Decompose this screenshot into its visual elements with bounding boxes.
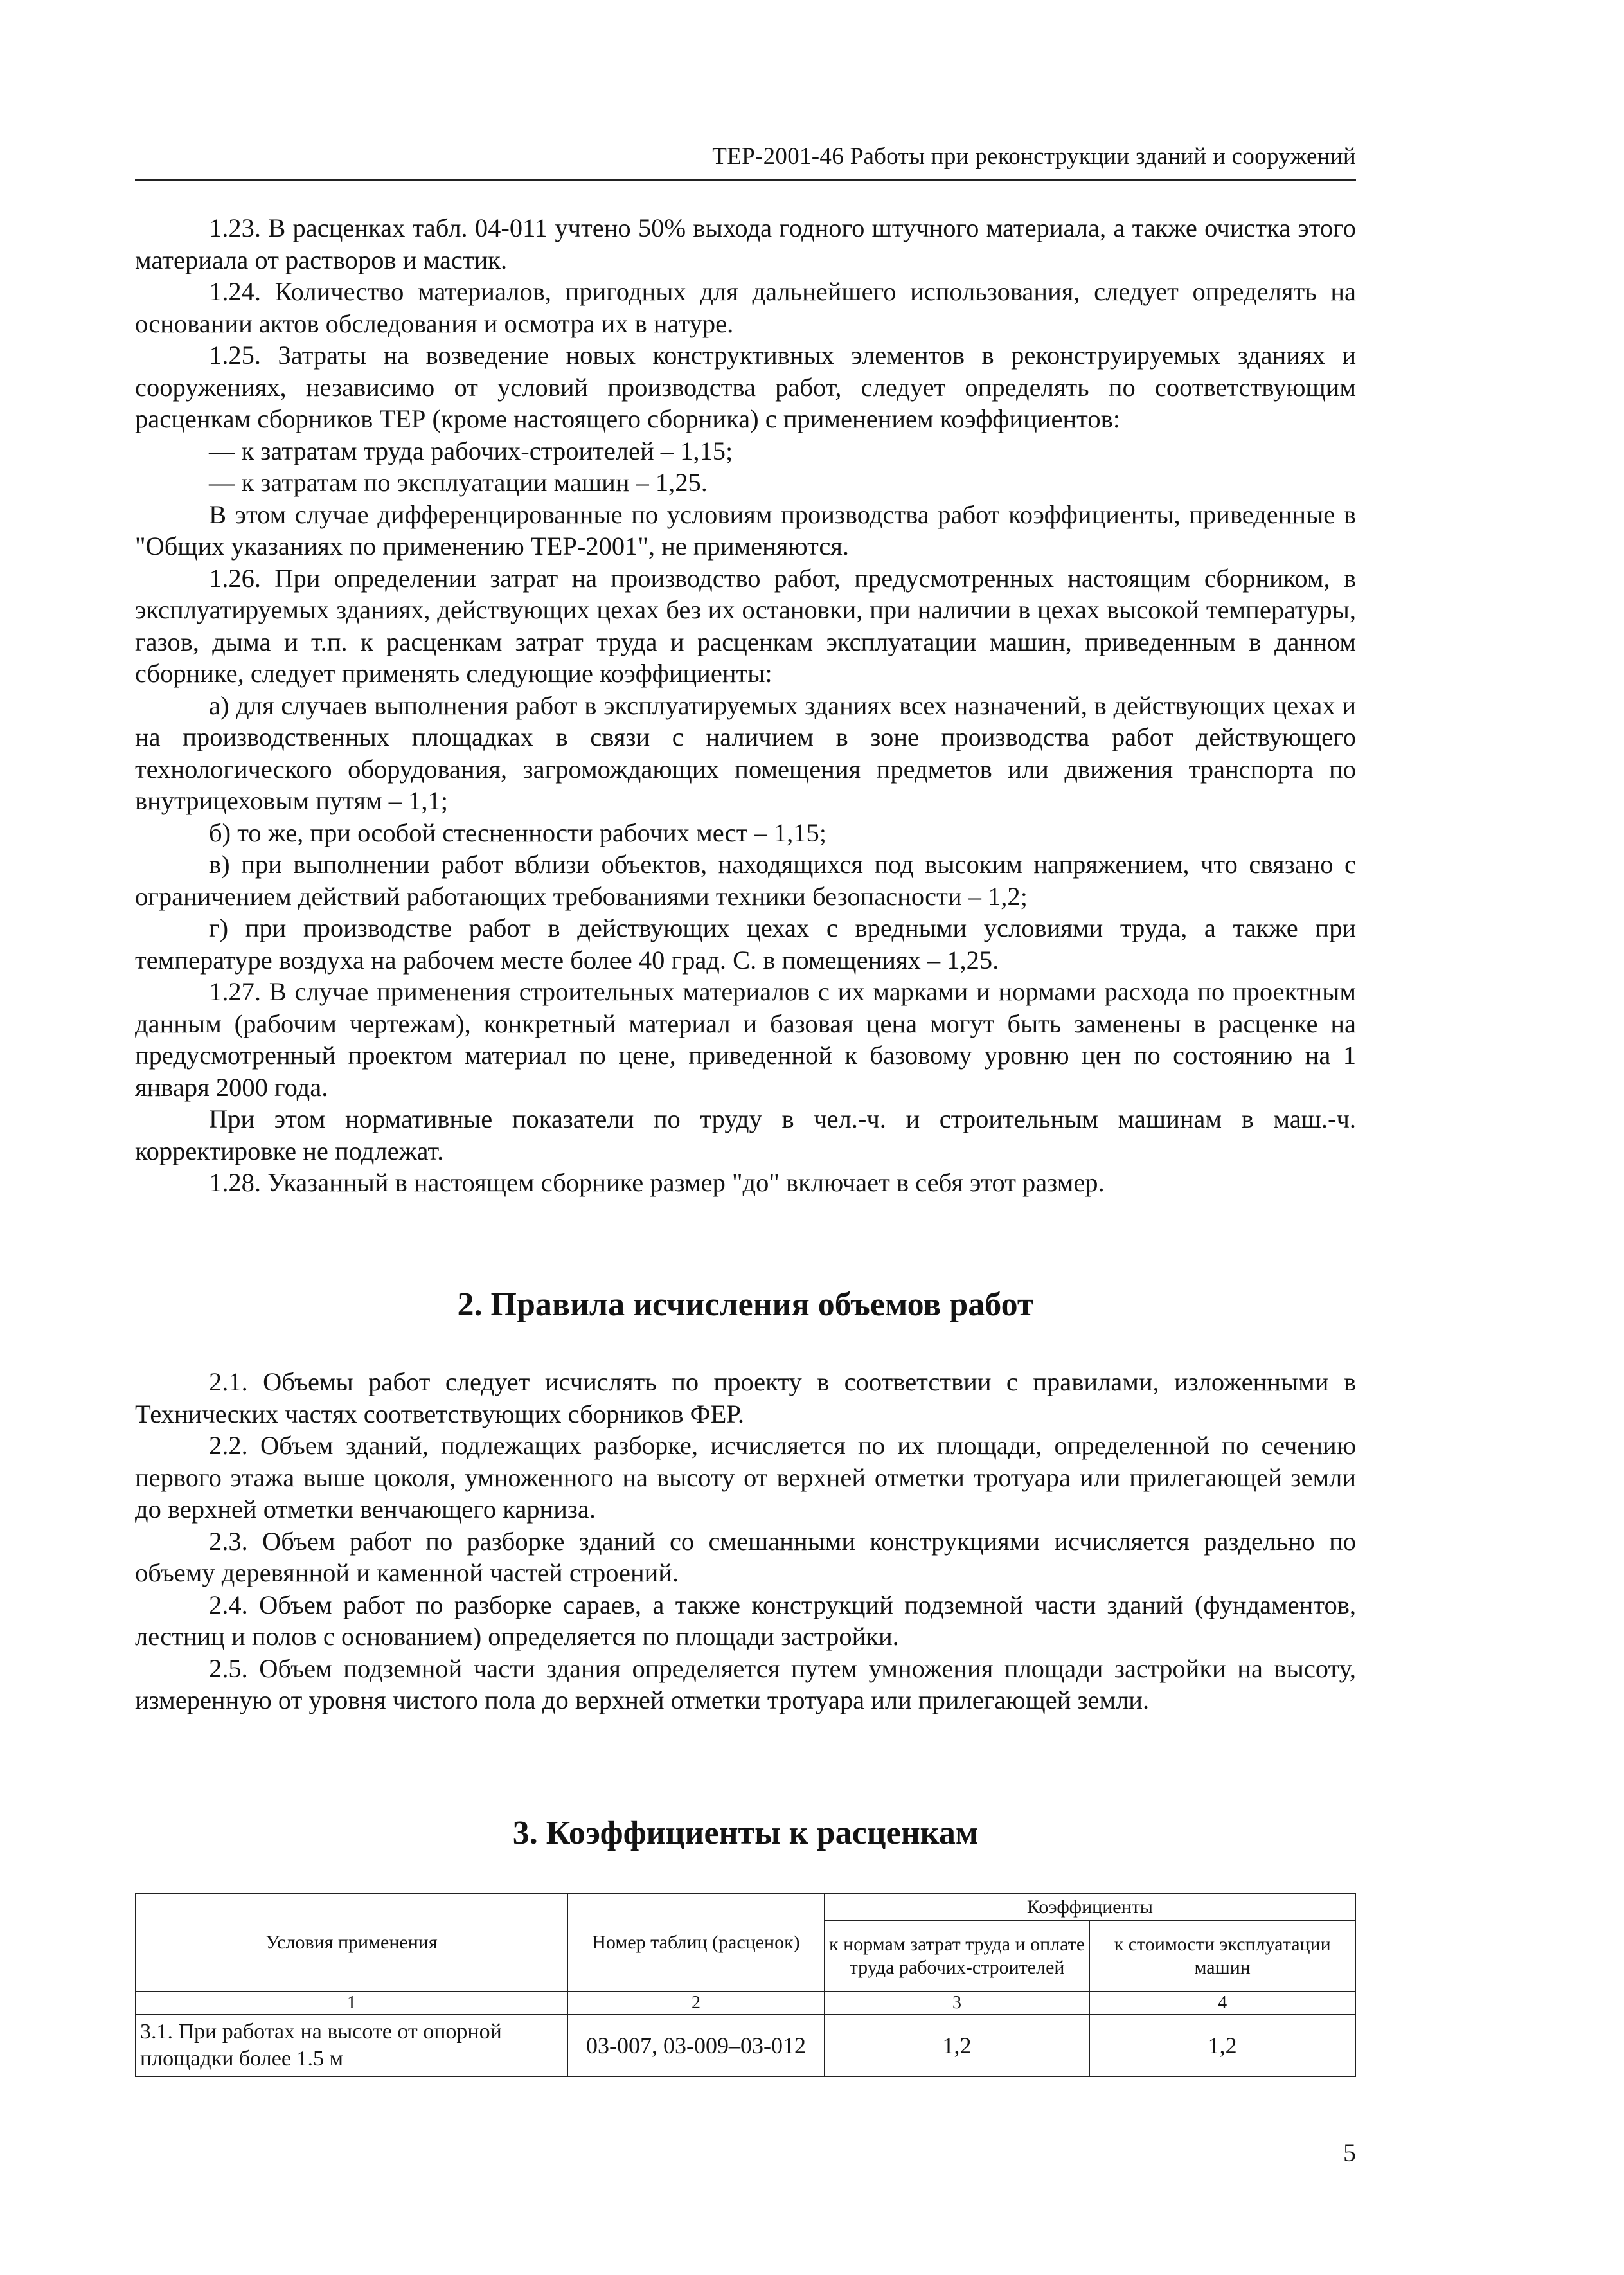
header-rule [135,179,1356,181]
paragraph-1-26-b: б) то же, при особой стесненности рабочих мест – 1,15; [209,818,827,847]
paragraph-1-28: 1.28. Указанный в настоящем сборнике размер "до" включает в себя этот размер. [209,1168,1105,1197]
column-number-2: 2 [567,1992,825,2015]
paragraph-2-5: 2.5. Объем подземной части здания определяется путем умножения площади застройки на высоту, измеренную от уровня чистого пола до верхней отметки тротуара или прилегающей земли. [135,1653,1356,1714]
coefficient-labor-item: — к затратам труда рабочих-строителей – 1,15; [209,436,733,465]
section-2-title: 2. Правила исчисления объемов работ [457,1286,1034,1323]
paragraph-2-3: 2.3. Объем работ по разборке зданий со смешанными конструкциями исчисляется раздельно по объему деревянной и каменной частей строений. [135,1526,1356,1587]
paragraph-1-25: 1.25. Затраты на возведение новых конструктивных элементов в реконструируемых зданиях и сооружениях, независимо от условий производства работ, следует определять по соответствующим расценкам сборников ТЕР (кроме настоящего сборника) с применением коэффициентов: [135,341,1356,433]
coefficients-table [135,1893,1356,2077]
paragraph-2-1: 2.1. Объемы работ следует исчислять по проекту в соответствии с правилами, изложенными в Технических частях соответствующих сборников ФЕР. [135,1367,1356,1428]
header-conditions: Условия применения [136,1894,567,1992]
page-number: 5 [1343,2138,1356,2167]
column-number-1: 1 [136,1992,567,2015]
row-labor-coefficient: 1,2 [825,2015,1090,2076]
header-labor-coefficient: к нормам затрат труда и оплате труда рабочих-строителей [825,1921,1090,1992]
row-condition: 3.1. При работах на высоте от опорной площадки более 1.5 м [136,2015,567,2076]
header-coefficients: Коэффициенты [825,1894,1355,1921]
row-machines-coefficient: 1,2 [1089,2015,1355,2076]
paragraph-1-26-v: в) при выполнении работ вблизи объектов, находящихся под высоким напряжением, что связано с ограничением действий работающих требованиями техники безопасности – 1,2; [135,850,1356,911]
paragraph-1-23: 1.23. В расценках табл. 04-011 учтено 50% выхода годного штучного материала, а также очистка этого материала от растворов и мастик. [135,213,1356,274]
row-table-numbers: 03-007, 03-009–03-012 [567,2015,825,2076]
paragraph-2-4: 2.4. Объем работ по разборке сараев, а также конструкций подземной части зданий (фундаментов, лестниц и полов с основанием) определяется по площади застройки. [135,1590,1356,1651]
column-number-3: 3 [825,1992,1090,2015]
section-3-title: 3. Коэффициенты к расценкам [512,1815,979,1851]
paragraph-1-25-note: В этом случае дифференцированные по условиям производства работ коэффициенты, приведенные в "Общих указаниях по применению ТЕР-2001", не применяются. [135,499,1356,561]
header-machines-coefficient: к стоимости эксплуатации машин [1089,1921,1355,1992]
column-number-4: 4 [1089,1992,1355,2015]
running-header: ТЕР-2001-46 Работы при реконструкции зданий и сооружений [712,143,1356,170]
section-1-text [135,212,1356,1199]
paragraph-1-27-note: При этом нормативные показатели по труду в чел.-ч. и строительным машинам в маш.-ч. корректировке не подлежат. [135,1104,1356,1165]
paragraph-1-26-a: а) для случаев выполнения работ в эксплуатируемых зданиях всех назначений, в действующих цехах и на производственных площадках в связи с наличием в зоне производства работ действующего технологического оборудования, загромождающих помещения предметов или движения транспорта по внутрицеховым путям – 1,1; [135,690,1356,815]
paragraph-2-2: 2.2. Объем зданий, подлежащих разборке, исчисляется по их площади, определенной по сечению первого этажа выше цоколя, умноженного на высоту от верхней отметки тротуара или прилегающей земли до верхней отметки венчающего карниза. [135,1431,1356,1524]
paragraph-1-24: 1.24. Количество материалов, пригодных для дальнейшего использования, следует определять на основании актов обследования и осмотра их в натуре. [135,277,1356,338]
table-row [136,2015,1355,2076]
paragraph-1-26-g: г) при производстве работ в действующих цехах с вредными условиями труда, а также при температуре воздуха на рабочем месте более 40 град. С. в помещениях – 1,25. [135,913,1356,975]
coefficient-machines-item: — к затратам по эксплуатации машин – 1,25. [209,468,708,497]
section-2-text [135,1366,1356,1716]
paragraph-1-26: 1.26. При определении затрат на производство работ, предусмотренных настоящим сборником, в эксплуатируемых зданиях, действующих цехах без их остановки, при наличии в цехах высокой температуры, газов, дыма и т.п. к расценкам затрат труда и расценкам эксплуатации машин, приведенным в данном сборнике, следует применять следующие коэффициенты: [135,563,1356,688]
paragraph-1-27: 1.27. В случае применения строительных материалов с их марками и нормами расхода по проектным данным (рабочим чертежам), конкретный материал и базовая цена могут быть заменены в расценке на предусмотренный проектом материал по цене, приведенной к базовому уровню цен по состоянию на 1 января 2000 года. [135,977,1356,1102]
header-table-numbers: Номер таблиц (расценок) [567,1894,825,1992]
